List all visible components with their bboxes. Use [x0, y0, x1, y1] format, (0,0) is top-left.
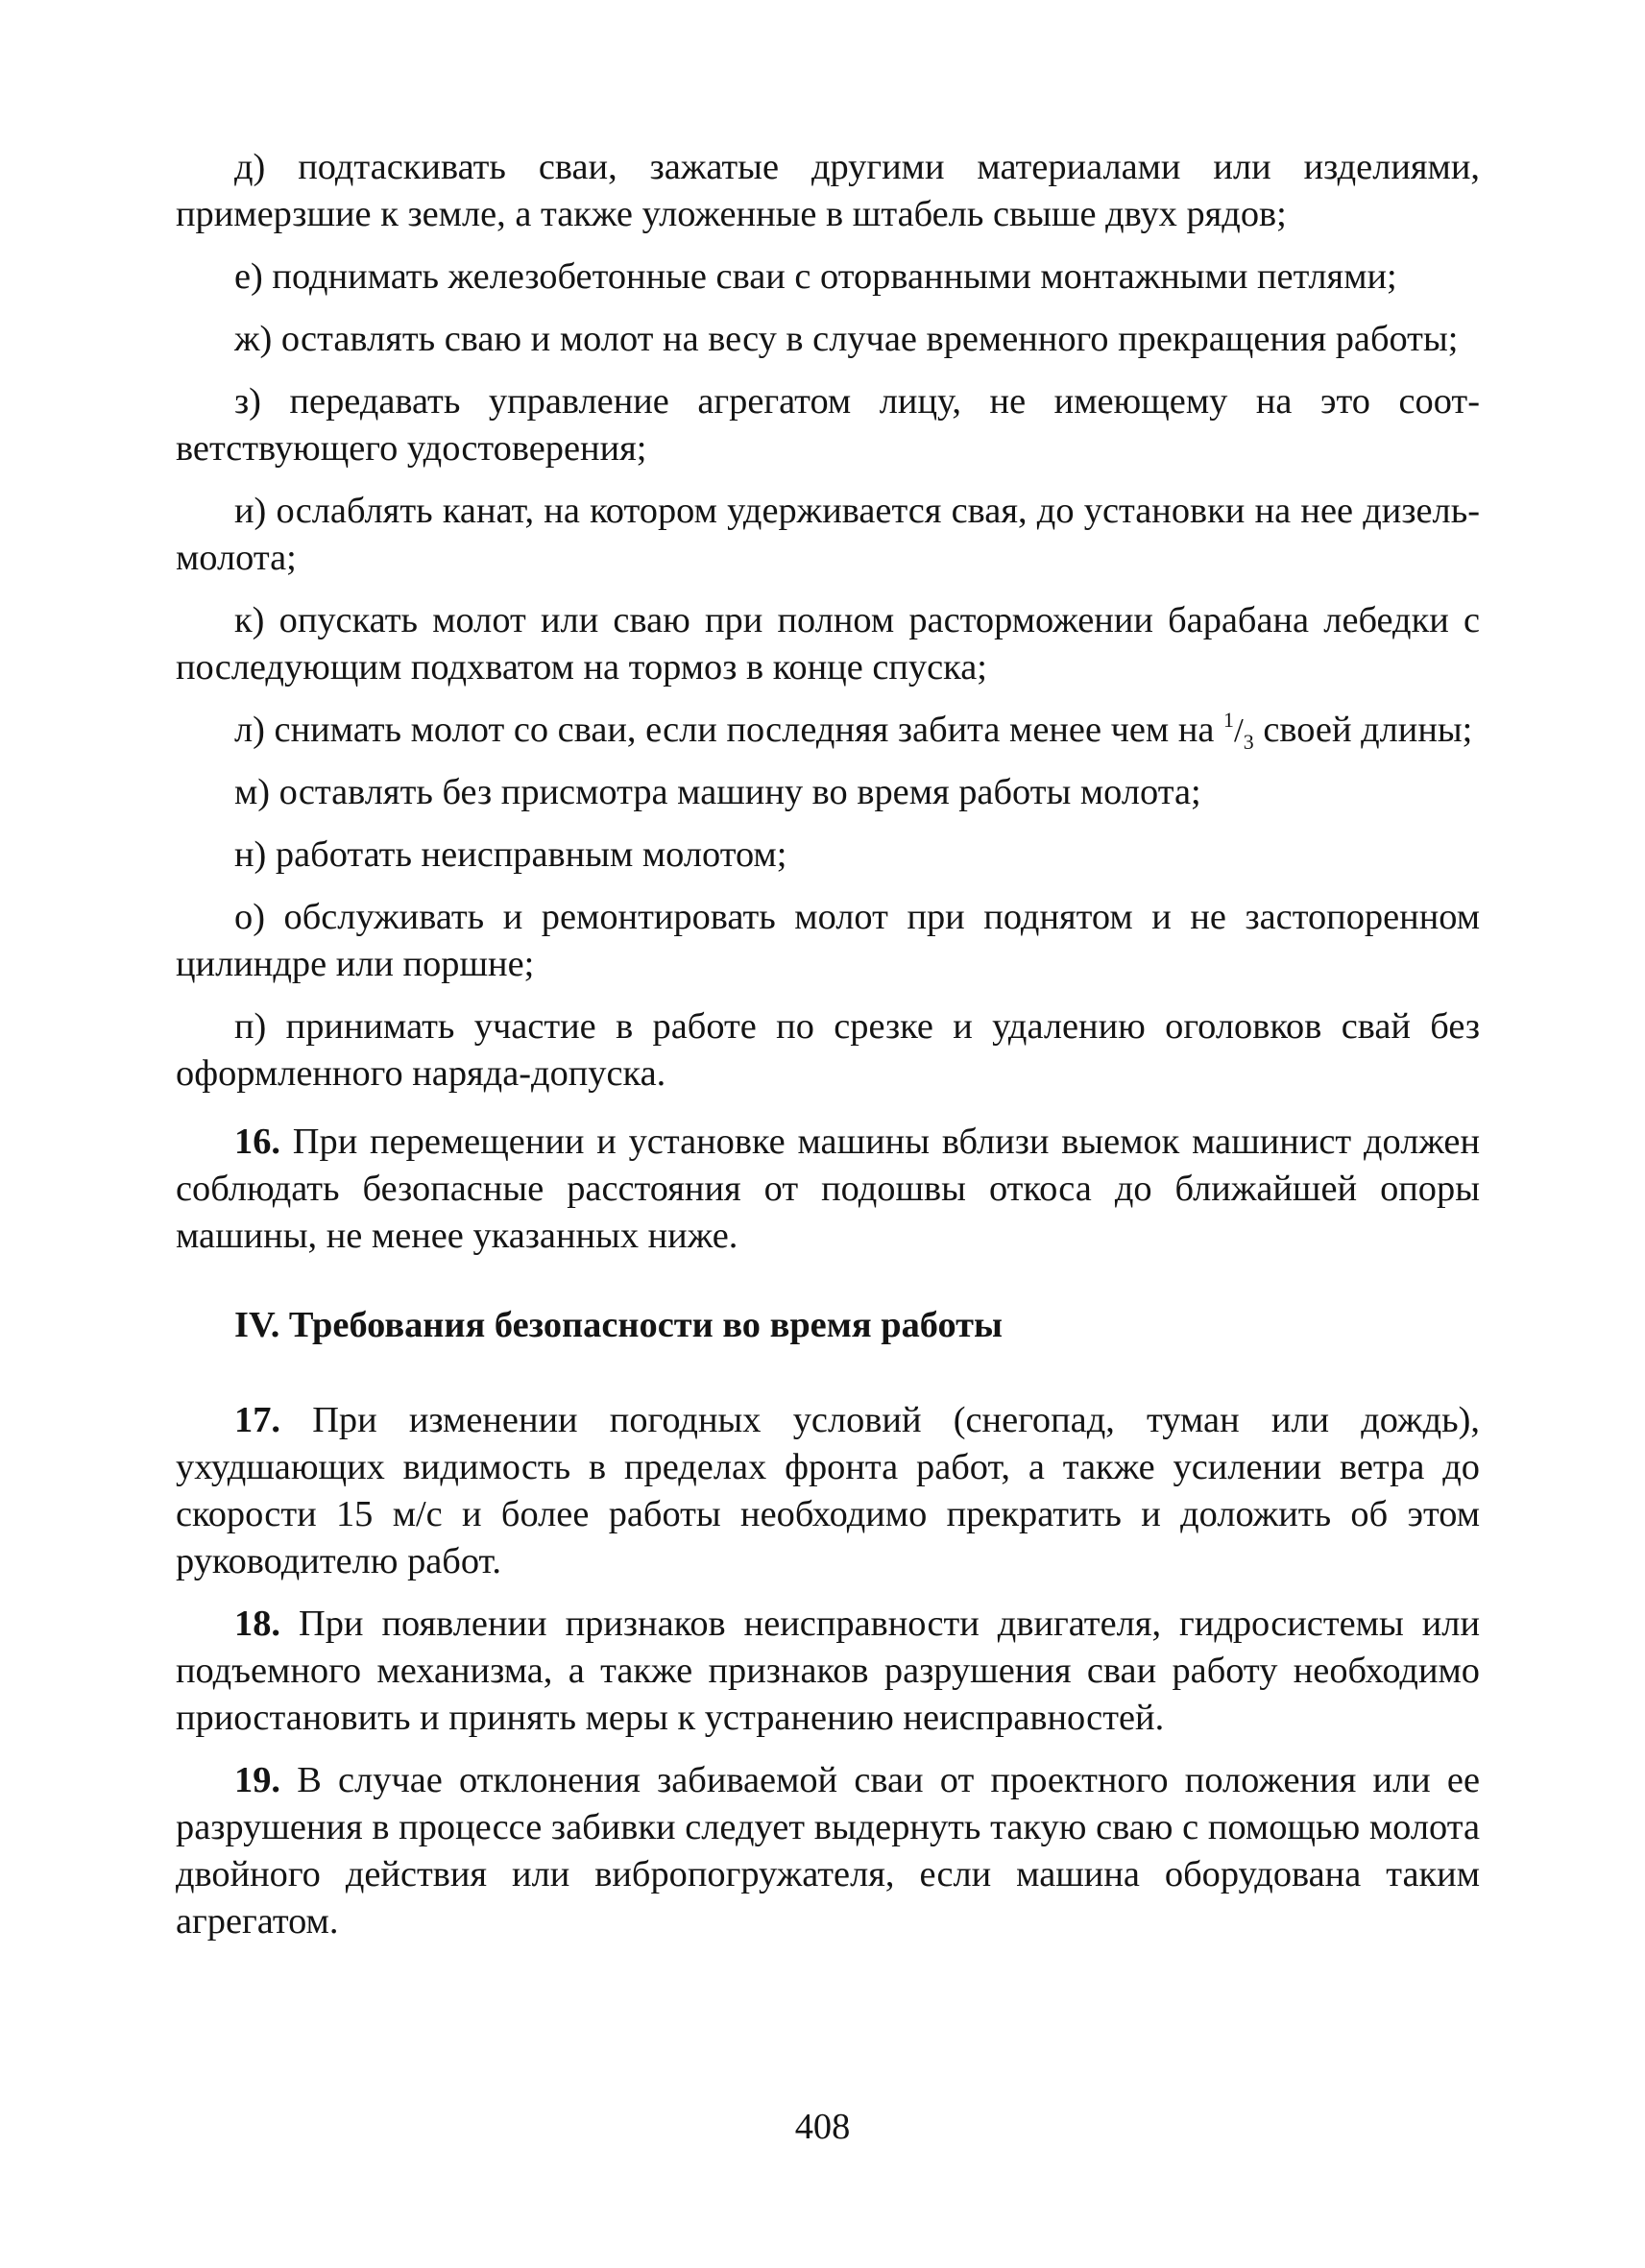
clause-17-text: При изменении погодных условий (снегопад, туман или дождь), ухудшающих видимость в пределах фронта работ, а также усилении ветра до скорости 15 м/с и более работы необходимо прекратить и доложить об этом руководителю работ.: [176, 1400, 1480, 1581]
list-item-o: о) обслуживать и ремонтировать молот при поднятом и не застопоренном цилиндре или поршне;: [176, 897, 1480, 984]
page-number: 408: [794, 2107, 851, 2147]
clause-18: [176, 1601, 1480, 1742]
clause-18-number: 18.: [234, 1604, 280, 1644]
list-item-m: м) оставлять без присмотра машину во время работы молота;: [234, 772, 1201, 812]
fraction-denominator: 3: [1243, 730, 1254, 755]
clause-16: [176, 1119, 1480, 1260]
list-item-l: [176, 707, 1480, 754]
clause-18-text: При появлении признаков неисправности двигателя, гидросистемы или подъемного механизма, а также признаков разрушения сваи работу необходимо приостановить и принять меры к устранению неисправностей.: [176, 1604, 1480, 1738]
list-item-l-text-before: л) снимать молот со сваи, если последняя забита менее чем на: [234, 710, 1224, 750]
clause-17: [176, 1397, 1480, 1585]
clause-19-number: 19.: [234, 1760, 280, 1800]
list-item-l-text-after: своей длины;: [1253, 710, 1473, 750]
list-item-z: з) передавать управление агрегатом лицу, не имеющему на это соответствующего удостоверения;: [176, 381, 1480, 469]
clause-16-text: При перемещении и установке машины вблизи выемок машинист должен соблюдать безопасные расстояния от подошвы откоса до ближайшей опоры машины, не менее указанных ниже.: [176, 1122, 1480, 1256]
list-item-d: д) подтаскивать сваи, зажатые другими материалами или изделиями, примерзшие к земле, а также уложенные в штабель свыше двух рядов;: [176, 147, 1480, 234]
list-item-e: е) поднимать железобетонные сваи с оторванными монтажными петлями;: [234, 256, 1397, 297]
clause-19: [176, 1757, 1480, 1945]
fraction-one-third: $^1/_3$: [1223, 708, 1254, 755]
fraction-numerator: 1: [1223, 708, 1234, 733]
list-item-n: н) работать неисправным молотом;: [234, 834, 787, 875]
list-item-zh: ж) оставлять сваю и молот на весу в случае временного прекращения работы;: [234, 319, 1459, 359]
list-item-k: к) опускать молот или сваю при полном расторможении барабана лебедки с последующим подхватом на тормоз в конце спуска;: [176, 600, 1480, 688]
list-item-p: п) принимать участие в работе по срезке и удалению оголовков свай без оформленного наряда-допуска.: [176, 1006, 1480, 1094]
clause-19-text: В случае отклонения забиваемой сваи от проектного положения или ее разрушения в процессе забивки следует выдернуть такую сваю с помощью молота двойного действия или вибропогружателя, если машина оборудована таким агрегатом.: [176, 1760, 1480, 1942]
clause-17-number: 17.: [234, 1400, 280, 1440]
page-body: [176, 144, 1480, 1961]
section-heading: IV. Требования безопасности во время работы: [234, 1305, 1003, 1345]
clause-16-number: 16.: [234, 1122, 280, 1162]
list-item-i: и) ослаблять канат, на котором удерживается свая, до установки на нее дизель-молота;: [176, 491, 1480, 578]
